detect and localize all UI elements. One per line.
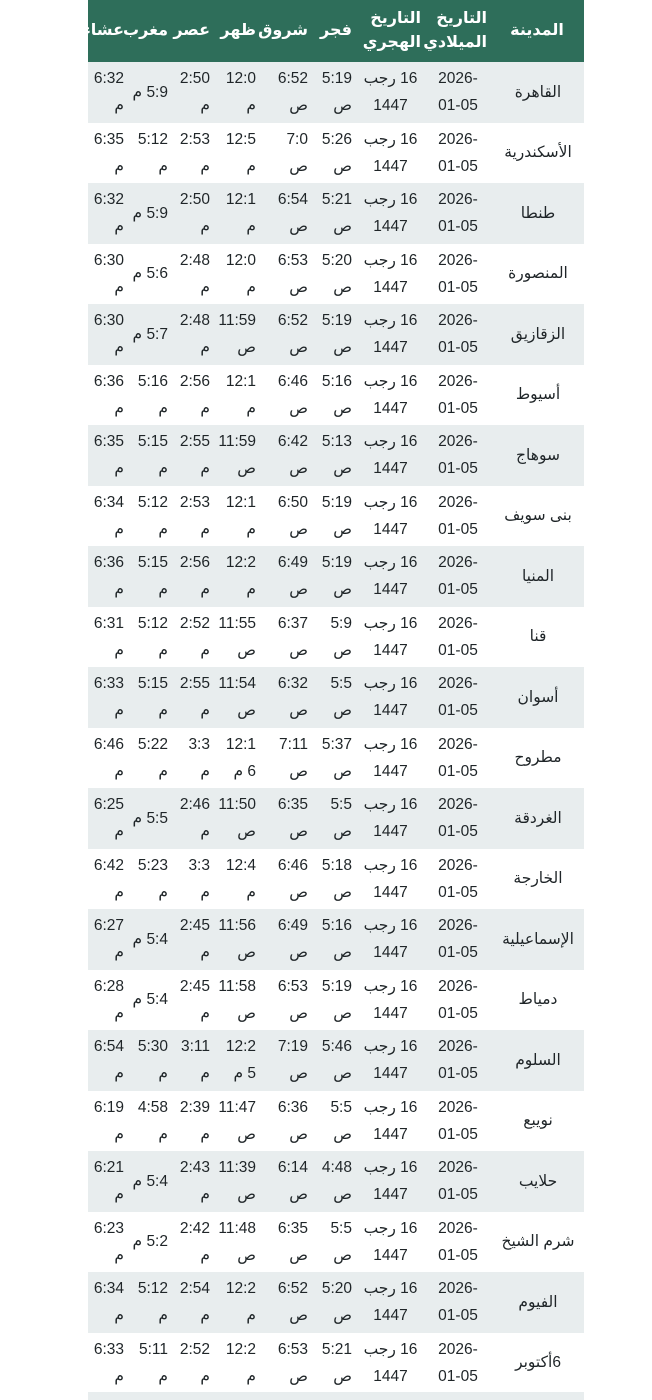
cell-city: الإسماعيلية	[502, 930, 574, 948]
cell-sunrise: 6:46 ص	[277, 372, 308, 417]
table-row	[88, 183, 584, 244]
cell-dhuhr: 12:1 م	[225, 493, 256, 538]
table-row	[88, 304, 584, 365]
cell-gregorian-date: 2026-01-05	[438, 856, 478, 901]
cell-asr: 2:43 م	[179, 1159, 210, 1204]
cell-dhuhr: 12:1 م	[225, 372, 256, 417]
cell-hijri-date: 16 رجب 1447	[363, 312, 418, 357]
cell-isha: 6:36 م	[93, 554, 124, 599]
cell-isha: 6:36 م	[93, 372, 124, 417]
cell-maghrib: 5:23 م	[137, 856, 168, 901]
cell-hijri-date: 16 رجب 1447	[363, 856, 418, 901]
cell-gregorian-date: 2026-01-05	[438, 1159, 478, 1204]
cell-sunrise: 7:11 ص	[278, 735, 308, 780]
cell-sunrise: 6:50 ص	[277, 493, 308, 538]
table-row	[88, 123, 584, 184]
cell-hijri-date: 16 رجب 1447	[363, 1219, 418, 1264]
cell-gregorian-date: 2026-01-05	[438, 433, 478, 478]
cell-asr: 2:50 م	[179, 70, 210, 115]
cell-city: نويبع	[523, 1112, 553, 1130]
header-hijri-date: التاريخ الهجري	[362, 10, 421, 51]
cell-hijri-date: 16 رجب 1447	[363, 917, 418, 962]
cell-maghrib: 5:12 م	[137, 1280, 168, 1325]
cell-maghrib: 5:12 م	[137, 614, 168, 659]
cell-fajr: 5:26 ص	[321, 130, 352, 175]
cell-fajr: 5:19 ص	[321, 554, 352, 599]
cell-gregorian-date: 2026-01-05	[438, 251, 478, 296]
cell-gregorian-date: 2026-01-05	[438, 493, 478, 538]
cell-isha: 6:19 م	[93, 1098, 124, 1143]
table-row	[88, 849, 584, 910]
table-row	[88, 607, 584, 668]
cell-dhuhr: 12:2 م	[225, 1280, 256, 1325]
cell-asr: 2:53 م	[179, 493, 210, 538]
header-maghrib: مغرب	[123, 22, 168, 39]
table-header-row	[88, 0, 584, 62]
cell-gregorian-date: 2026-01-05	[438, 796, 478, 841]
cell-maghrib: 5:9 م	[132, 204, 168, 222]
cell-fajr: 5:46 ص	[321, 1038, 352, 1083]
cell-fajr: 5:18 ص	[321, 856, 352, 901]
cell-asr: 3:3 م	[188, 735, 210, 780]
cell-maghrib: 5:4 م	[132, 930, 168, 948]
table-row	[88, 365, 584, 426]
cell-city: سوهاج	[516, 446, 560, 464]
cell-city: السلوم	[515, 1051, 561, 1069]
cell-hijri-date: 16 رجب 1447	[363, 675, 418, 720]
header-gregorian-date: التاريخ الميلادي	[423, 10, 487, 51]
header-fajr: فجر	[320, 22, 352, 39]
cell-sunrise: 7:19 ص	[277, 1038, 308, 1083]
table-row	[88, 62, 584, 123]
table-row	[88, 728, 584, 789]
cell-fajr: 5:21 ص	[321, 191, 352, 236]
cell-asr: 2:55 م	[179, 433, 210, 478]
cell-isha: 6:34 م	[93, 1280, 124, 1325]
cell-asr: 2:52 م	[179, 614, 210, 659]
cell-isha: 6:34 م	[93, 493, 124, 538]
cell-sunrise: 7:0 ص	[286, 130, 308, 175]
cell-gregorian-date: 2026-01-05	[438, 917, 478, 962]
table-row	[88, 1030, 584, 1091]
cell-fajr: 5:5 ص	[330, 1219, 352, 1264]
cell-gregorian-date: 2026-01-05	[438, 1038, 478, 1083]
cell-sunrise: 6:54 ص	[277, 191, 308, 236]
cell-isha: 6:33 م	[93, 675, 124, 720]
cell-sunrise: 6:32 ص	[277, 675, 308, 720]
next-row-partial	[88, 1392, 584, 1400]
cell-fajr: 5:9 ص	[330, 614, 352, 659]
cell-city: طنطا	[520, 204, 556, 222]
cell-dhuhr: 12:16 م	[225, 735, 256, 780]
cell-isha: 6:32 م	[93, 70, 124, 115]
cell-asr: 2:48 م	[179, 251, 210, 296]
cell-isha: 6:54 م	[93, 1038, 124, 1083]
cell-isha: 6:35 م	[93, 433, 124, 478]
cell-fajr: 5:20 ص	[321, 251, 352, 296]
cell-asr: 2:42 م	[179, 1219, 210, 1264]
cell-asr: 3:3 م	[188, 856, 210, 901]
cell-fajr: 5:19 ص	[321, 493, 352, 538]
header-sunrise: شروق	[258, 22, 308, 39]
cell-fajr: 4:48 ص	[321, 1159, 352, 1204]
cell-city: الزقازيق	[510, 325, 566, 343]
cell-asr: 2:56 م	[179, 554, 210, 599]
table-row	[88, 909, 584, 970]
cell-asr: 2:56 م	[179, 372, 210, 417]
cell-hijri-date: 16 رجب 1447	[363, 191, 418, 236]
header-city: المدينة	[510, 22, 564, 39]
cell-maghrib: 5:22 م	[137, 735, 168, 780]
table-row	[88, 788, 584, 849]
cell-maghrib: 5:12 م	[137, 130, 168, 175]
cell-dhuhr: 11:58 ص	[218, 977, 256, 1022]
cell-gregorian-date: 2026-01-05	[438, 1219, 478, 1264]
cell-gregorian-date: 2026-01-05	[438, 614, 478, 659]
cell-asr: 2:53 م	[179, 130, 210, 175]
cell-fajr: 5:16 ص	[321, 372, 352, 417]
cell-hijri-date: 16 رجب 1447	[363, 977, 418, 1022]
prayer-times-table	[82, 0, 584, 1393]
header-dhuhr: ظهر	[220, 22, 256, 39]
cell-city: الغردقة	[514, 809, 562, 827]
cell-sunrise: 6:36 ص	[277, 1098, 308, 1143]
cell-maghrib: 5:4 م	[132, 1172, 168, 1190]
cell-city: المنيا	[521, 567, 555, 585]
cell-sunrise: 6:53 ص	[277, 1340, 308, 1385]
cell-sunrise: 6:35 ص	[277, 1219, 308, 1264]
table-row	[88, 1151, 584, 1212]
cell-city: الخارجة	[513, 870, 563, 888]
cell-dhuhr: 12:1 م	[225, 191, 256, 236]
cell-city: أسيوط	[515, 386, 561, 404]
cell-sunrise: 6:46 ص	[277, 856, 308, 901]
cell-city: بنى سويف	[504, 507, 572, 525]
cell-gregorian-date: 2026-01-05	[438, 735, 478, 780]
cell-maghrib: 5:15 م	[137, 675, 168, 720]
cell-fajr: 5:21 ص	[321, 1340, 352, 1385]
cell-fajr: 5:37 ص	[321, 735, 352, 780]
cell-sunrise: 6:35 ص	[277, 796, 308, 841]
cell-dhuhr: 11:59 ص	[218, 433, 256, 478]
cell-fajr: 5:19 ص	[321, 977, 352, 1022]
cell-maghrib: 5:15 م	[137, 554, 168, 599]
cell-isha: 6:30 م	[93, 312, 124, 357]
cell-hijri-date: 16 رجب 1447	[363, 130, 418, 175]
cell-asr: 2:45 م	[179, 917, 210, 962]
cell-isha: 6:23 م	[93, 1219, 124, 1264]
cell-fajr: 5:5 ص	[330, 675, 352, 720]
cell-gregorian-date: 2026-01-05	[438, 977, 478, 1022]
cell-asr: 2:48 م	[179, 312, 210, 357]
cell-city: دمياط	[518, 991, 558, 1009]
cell-isha: 6:42 م	[93, 856, 124, 901]
cell-hijri-date: 16 رجب 1447	[363, 493, 418, 538]
cell-hijri-date: 16 رجب 1447	[363, 70, 418, 115]
cell-city: قنا	[529, 628, 547, 646]
cell-gregorian-date: 2026-01-05	[438, 1340, 478, 1385]
cell-hijri-date: 16 رجب 1447	[363, 433, 418, 478]
cell-sunrise: 6:42 ص	[277, 433, 308, 478]
cell-hijri-date: 16 رجب 1447	[363, 614, 418, 659]
table-row	[88, 546, 584, 607]
cell-sunrise: 6:53 ص	[277, 977, 308, 1022]
cell-city: 6أكتوبر	[515, 1354, 561, 1372]
cell-asr: 2:54 م	[179, 1280, 210, 1325]
cell-dhuhr: 12:2 م	[225, 1340, 256, 1385]
cell-fajr: 5:13 ص	[321, 433, 352, 478]
cell-dhuhr: 12:0 م	[225, 251, 256, 296]
cell-city: الفيوم	[518, 1293, 558, 1311]
cell-fajr: 5:5 ص	[330, 1098, 352, 1143]
cell-dhuhr: 11:39 ص	[218, 1159, 256, 1204]
cell-city: حلايب	[518, 1172, 558, 1190]
cell-fajr: 5:20 ص	[321, 1280, 352, 1325]
cell-gregorian-date: 2026-01-05	[438, 70, 478, 115]
cell-dhuhr: 11:54 ص	[218, 675, 256, 720]
cell-hijri-date: 16 رجب 1447	[363, 1098, 418, 1143]
cell-dhuhr: 12:0 م	[225, 70, 256, 115]
cell-hijri-date: 16 رجب 1447	[363, 1038, 418, 1083]
cell-asr: 2:50 م	[179, 191, 210, 236]
cell-sunrise: 6:53 ص	[277, 251, 308, 296]
cell-sunrise: 6:52 ص	[277, 70, 308, 115]
cell-gregorian-date: 2026-01-05	[438, 675, 478, 720]
cell-gregorian-date: 2026-01-05	[438, 1280, 478, 1325]
cell-dhuhr: 12:5 م	[225, 130, 256, 175]
table-row	[88, 486, 584, 547]
cell-dhuhr: 12:4 م	[225, 856, 256, 901]
cell-gregorian-date: 2026-01-05	[438, 312, 478, 357]
cell-asr: 3:11 م	[180, 1038, 210, 1083]
cell-gregorian-date: 2026-01-05	[438, 130, 478, 175]
cell-hijri-date: 16 رجب 1447	[363, 554, 418, 599]
cell-hijri-date: 16 رجب 1447	[363, 1159, 418, 1204]
table-row	[88, 1091, 584, 1152]
cell-isha: 6:31 م	[93, 614, 124, 659]
table-row	[88, 244, 584, 305]
cell-gregorian-date: 2026-01-05	[438, 554, 478, 599]
cell-sunrise: 6:49 ص	[277, 917, 308, 962]
cell-city: شرم الشيخ	[501, 1233, 575, 1251]
table-row	[88, 425, 584, 486]
cell-dhuhr: 11:55 ص	[218, 614, 256, 659]
cell-maghrib: 5:2 م	[132, 1233, 168, 1251]
cell-city: القاهرة	[514, 83, 562, 101]
cell-asr: 2:39 م	[179, 1098, 210, 1143]
cell-dhuhr: 11:56 ص	[218, 917, 256, 962]
cell-hijri-date: 16 رجب 1447	[363, 1340, 418, 1385]
cell-city: الأسكندرية	[504, 144, 572, 162]
cell-maghrib: 5:16 م	[137, 372, 168, 417]
cell-hijri-date: 16 رجب 1447	[363, 796, 418, 841]
cell-isha: 6:25 م	[93, 796, 124, 841]
cell-dhuhr: 11:59 ص	[218, 312, 256, 357]
cell-maghrib: 5:15 م	[137, 433, 168, 478]
cell-maghrib: 5:12 م	[137, 493, 168, 538]
cell-isha: 6:46 م	[93, 735, 124, 780]
cell-dhuhr: 12:2 م	[225, 554, 256, 599]
cell-isha: 6:28 م	[93, 977, 124, 1022]
header-asr: عصر	[173, 22, 210, 39]
cell-hijri-date: 16 رجب 1447	[363, 251, 418, 296]
cell-maghrib: 5:6 م	[132, 265, 168, 283]
cell-asr: 2:52 م	[179, 1340, 210, 1385]
cell-asr: 2:55 م	[179, 675, 210, 720]
prayer-times-table-container	[82, 0, 584, 1393]
cell-sunrise: 6:52 ص	[277, 1280, 308, 1325]
cell-maghrib: 5:30 م	[137, 1038, 168, 1083]
cell-city: المنصورة	[508, 265, 568, 283]
cell-fajr: 5:19 ص	[321, 312, 352, 357]
cell-isha: 6:21 م	[93, 1159, 124, 1204]
cell-hijri-date: 16 رجب 1447	[363, 1280, 418, 1325]
cell-maghrib: 5:7 م	[132, 325, 168, 343]
cell-sunrise: 6:49 ص	[277, 554, 308, 599]
cell-dhuhr: 12:25 م	[225, 1038, 256, 1083]
cell-asr: 2:45 م	[179, 977, 210, 1022]
cell-maghrib: 5:5 م	[132, 809, 168, 827]
table-row	[88, 1333, 584, 1394]
cell-sunrise: 6:52 ص	[277, 312, 308, 357]
table-row	[88, 667, 584, 728]
cell-maghrib: 5:9 م	[132, 83, 168, 101]
table-body	[88, 62, 584, 1393]
cell-city: أسوان	[517, 688, 559, 706]
cell-maghrib: 4:58 م	[137, 1098, 168, 1143]
cell-dhuhr: 11:50 ص	[218, 796, 256, 841]
cell-gregorian-date: 2026-01-05	[438, 1098, 478, 1143]
cell-hijri-date: 16 رجب 1447	[363, 372, 418, 417]
table-row	[88, 1212, 584, 1273]
cell-isha: 6:35 م	[93, 130, 124, 175]
cell-isha: 6:32 م	[93, 191, 124, 236]
cell-sunrise: 6:37 ص	[277, 614, 308, 659]
cell-asr: 2:46 م	[179, 796, 210, 841]
cell-isha: 6:27 م	[93, 917, 124, 962]
cell-dhuhr: 11:48 ص	[218, 1219, 256, 1264]
table-row	[88, 1272, 584, 1333]
cell-dhuhr: 11:47 ص	[218, 1098, 256, 1143]
cell-fajr: 5:19 ص	[321, 70, 352, 115]
cell-gregorian-date: 2026-01-05	[438, 191, 478, 236]
cell-isha: 6:33 م	[93, 1340, 124, 1385]
table-row	[88, 970, 584, 1031]
cell-city: مطروح	[514, 749, 562, 767]
cell-fajr: 5:5 ص	[330, 796, 352, 841]
cell-gregorian-date: 2026-01-05	[438, 372, 478, 417]
cell-sunrise: 6:14 ص	[277, 1159, 308, 1204]
cell-maghrib: 5:4 م	[132, 991, 168, 1009]
header-isha: عشاء	[82, 22, 124, 39]
cell-maghrib: 5:11 م	[138, 1340, 168, 1385]
cell-hijri-date: 16 رجب 1447	[363, 735, 418, 780]
cell-isha: 6:30 م	[93, 251, 124, 296]
cell-fajr: 5:16 ص	[321, 917, 352, 962]
